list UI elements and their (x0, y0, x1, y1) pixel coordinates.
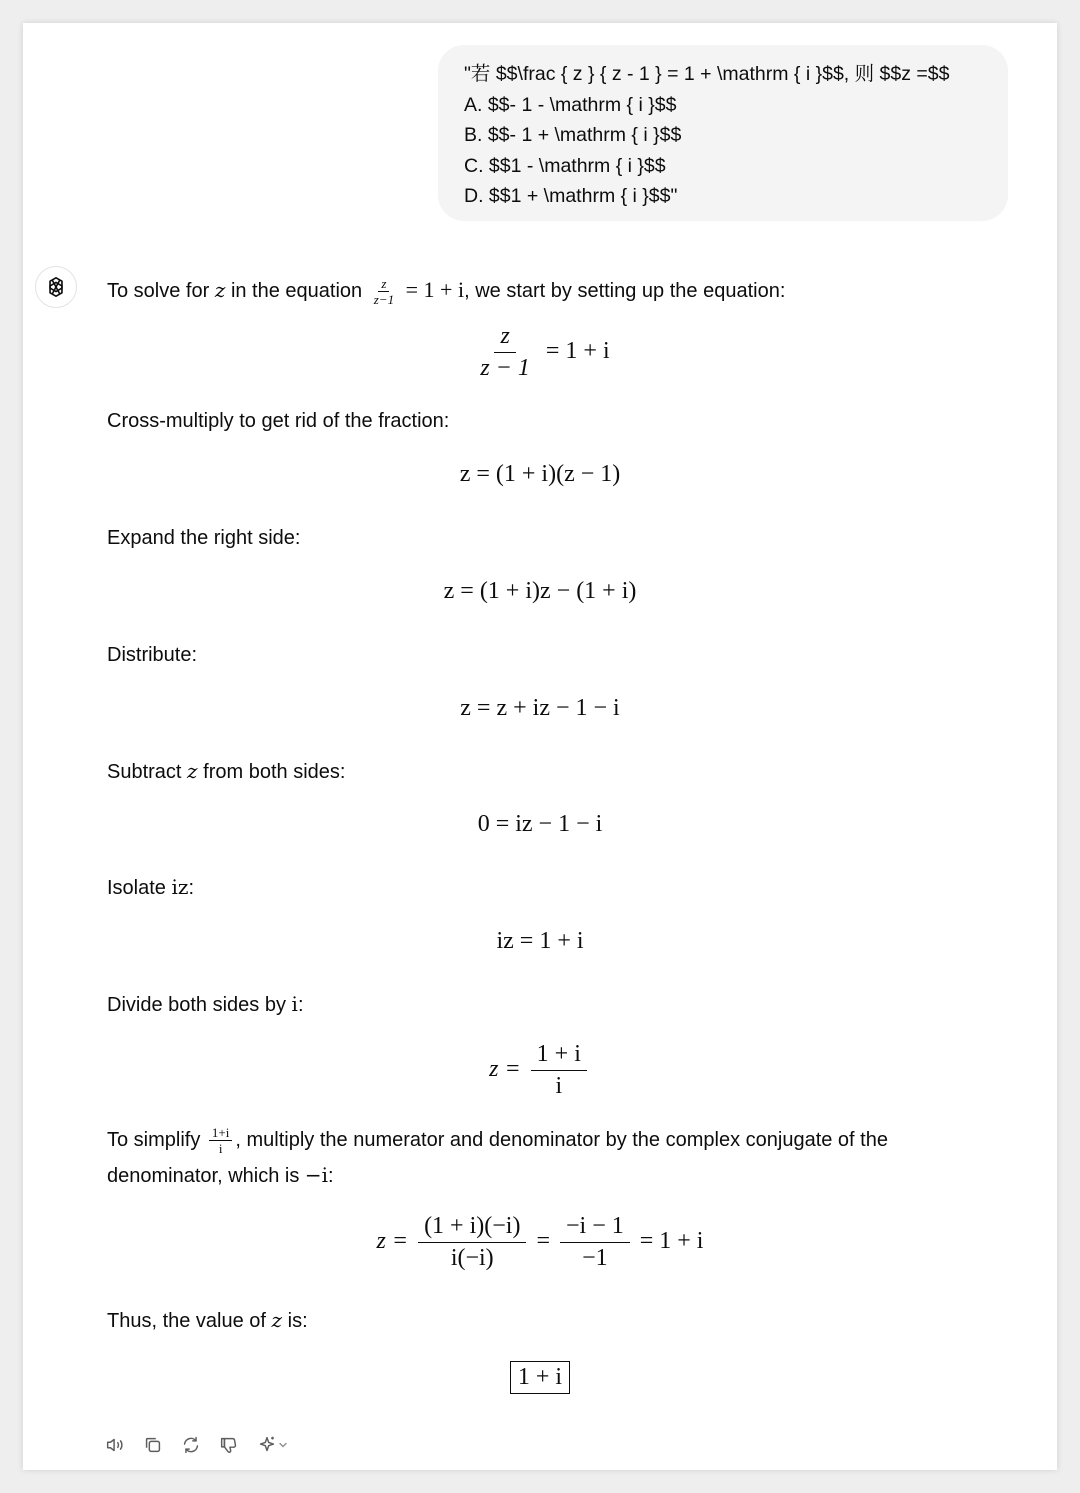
step-text: : (297, 994, 304, 1016)
step-isolate (107, 870, 194, 906)
step-simplify-line-1 (107, 1123, 888, 1158)
intro-paragraph (107, 272, 785, 309)
intro-text: To solve for (107, 280, 210, 302)
intro-text: , we start by setting up the equation: (464, 280, 786, 302)
step-subtract (107, 754, 345, 790)
equation-6: iz = 1 + i (496, 928, 584, 954)
fraction-denominator: i (555, 1073, 563, 1099)
equation-2: z = (1 + i)(z − 1) (459, 461, 621, 487)
math-var: z (214, 278, 226, 302)
fraction-denominator: i(−i) (450, 1245, 494, 1271)
equation-8 (23, 1213, 1057, 1272)
step-conclusion (107, 1303, 308, 1339)
regenerate-icon (180, 1434, 202, 1456)
user-message-line: D. $$1 + \mathrm { i }$$" (464, 185, 678, 207)
equation-rhs: = 1 + i (545, 338, 610, 365)
step-cross-multiply: Cross-multiply to get rid of the fraction: (107, 410, 450, 432)
assistant-avatar (35, 266, 77, 308)
equals-sign: = (536, 1228, 550, 1255)
fraction-numerator: −i − 1 (560, 1213, 630, 1243)
equation-1 (23, 323, 1057, 382)
user-message-line: C. $$1 - \mathrm { i }$$ (464, 154, 666, 177)
fraction-numerator: z (494, 323, 515, 353)
user-message-line: A. $$- 1 - \mathrm { i }$$ (464, 93, 677, 116)
fraction-denominator: z − 1 (480, 355, 530, 381)
message-toolbar (103, 1433, 289, 1457)
step-text: Divide both sides by (107, 994, 286, 1016)
speaker-icon (104, 1434, 126, 1456)
intro-text: in the equation (230, 280, 363, 302)
model-switch-button[interactable] (255, 1433, 289, 1457)
thumbs-down-button[interactable] (217, 1433, 241, 1457)
display-fraction (474, 323, 536, 382)
thumbs-down-icon (218, 1434, 240, 1456)
equation-7 (23, 1041, 1057, 1100)
step-text: , multiply the numerator and denominator by the complex conjugate of the (235, 1129, 888, 1151)
boxed-answer: 1 + i (510, 1361, 570, 1394)
step-simplify-line-2 (107, 1158, 888, 1194)
equation-lhs: z = (489, 1056, 521, 1083)
math-var: −i (304, 1163, 329, 1187)
chat-container (23, 23, 1057, 1470)
copy-icon (142, 1434, 164, 1456)
copy-button[interactable] (141, 1433, 165, 1457)
openai-logo-icon (43, 274, 69, 300)
user-message-line: B. $$- 1 + \mathrm { i }$$ (464, 124, 682, 146)
step-text: : (328, 1165, 334, 1187)
step-text: Isolate (107, 877, 166, 899)
equation-3: z = (1 + i)z − (1 + i) (443, 578, 637, 604)
chevron-down-icon (278, 1440, 288, 1450)
fraction-denominator: z−1 (373, 292, 395, 308)
step-text: Subtract (107, 761, 182, 783)
equation-5: 0 = iz − 1 − i (477, 811, 603, 837)
step-text: from both sides: (203, 761, 346, 783)
sparkle-icon (256, 1434, 278, 1456)
fraction-denominator: −1 (582, 1245, 608, 1271)
step-divide (107, 987, 304, 1023)
math-var: i (291, 992, 298, 1016)
equation-rhs: = 1 + i (639, 1228, 704, 1255)
inline-fraction (371, 277, 397, 306)
fraction-denominator: i (218, 1141, 223, 1157)
math-var: z (271, 1308, 283, 1332)
math-expression: = 1 + i (405, 277, 465, 302)
step-text: is: (287, 1310, 308, 1332)
display-fraction (531, 1041, 587, 1100)
read-aloud-button[interactable] (103, 1433, 127, 1457)
user-message-line: "若 $$\frac { z } { z - 1 } = 1 + \mathrm { i }$$, 则 $$z =$$ (464, 63, 950, 85)
step-text: denominator, which is (107, 1165, 300, 1187)
step-text: To simplify (107, 1129, 201, 1151)
inline-fraction (209, 1126, 232, 1155)
math-var: z (187, 759, 198, 783)
step-distribute: Distribute: (107, 644, 198, 666)
fraction-numerator: 1+i (209, 1126, 232, 1141)
step-text: Thus, the value of (107, 1310, 266, 1332)
display-fraction (560, 1213, 630, 1272)
step-text: : (188, 877, 194, 899)
regenerate-button[interactable] (179, 1433, 203, 1457)
user-message-bubble (438, 45, 1008, 221)
fraction-numerator: z (378, 277, 389, 292)
equation-4: z = z + iz − 1 − i (460, 695, 620, 721)
math-var: iz (171, 875, 189, 899)
step-expand: Expand the right side: (107, 527, 301, 549)
equation-lhs: z = (376, 1228, 409, 1255)
final-answer (23, 1361, 1057, 1394)
fraction-numerator: (1 + i)(−i) (418, 1213, 526, 1243)
display-fraction (418, 1213, 526, 1272)
fraction-numerator: 1 + i (531, 1041, 587, 1071)
step-simplify (107, 1123, 888, 1194)
